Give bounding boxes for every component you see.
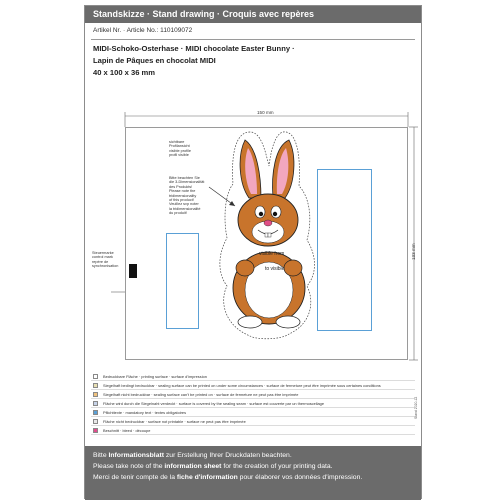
note-arrowhead bbox=[229, 201, 235, 206]
footer-line-en: Please take note of the information sheet for the creation of your printing data. bbox=[93, 463, 333, 470]
legend-text: Siegelhaft nicht bedruckbar · sealing surface can't be printed on · surface de fermeture ne peut pas être imprimée bbox=[103, 392, 299, 397]
left-paw bbox=[236, 260, 254, 276]
revision-code: Stand 2020-12 bbox=[414, 396, 418, 419]
legend-row bbox=[91, 409, 415, 417]
product-name-de-en: MIDI-Schoko-Osterhase · MIDI chocolate Easter Bunny · bbox=[93, 44, 295, 53]
legend-text: Fläche nicht bedruckbar · surface not printable · surface ne peut pas être imprimée bbox=[103, 419, 246, 424]
article-number: Artikel Nr. · Article No.: 110109072 bbox=[93, 27, 193, 34]
legend-swatch bbox=[93, 383, 98, 388]
legend-swatch bbox=[93, 392, 98, 397]
right-eye bbox=[271, 206, 281, 218]
control-mark-note: Steuermarke control mark repère de synchronisation bbox=[92, 251, 119, 269]
legend-row bbox=[91, 391, 415, 399]
left-tooth bbox=[265, 233, 268, 237]
easter-bunny-illustration bbox=[85, 6, 423, 376]
legend-divider bbox=[91, 380, 415, 381]
legend-text: Beschnitt · bleed · découpe bbox=[103, 428, 151, 433]
left-foot bbox=[238, 316, 262, 328]
legend-text: Siegelhaft bedingt bedruckbar · sealing surface can be printed on under some circumstances · surface de fermeture peut être imprimée sous certaines conditions bbox=[103, 383, 381, 388]
legend-text: Bedruckbare Fläche · printing surface · surface d'impression bbox=[103, 374, 207, 379]
legend-row bbox=[91, 400, 415, 408]
left-eye bbox=[255, 206, 265, 218]
legend-divider bbox=[91, 434, 415, 435]
footer-line-fr: Merci de tenir compte de la fiche d'information pour élaborer vos données d'impression. bbox=[93, 474, 363, 481]
legend-divider bbox=[91, 389, 415, 390]
legend-row bbox=[91, 418, 415, 426]
legend-swatch bbox=[93, 428, 98, 433]
height-dimension-label: 133 mm bbox=[411, 243, 416, 260]
legend-divider bbox=[91, 416, 415, 417]
legend-divider bbox=[91, 407, 415, 408]
legend-row bbox=[91, 427, 415, 435]
footer-bar bbox=[85, 446, 421, 500]
legend-row bbox=[91, 373, 415, 381]
right-paw bbox=[284, 260, 302, 276]
legend-swatch bbox=[93, 401, 98, 406]
to-visible-label: to visible bbox=[265, 266, 285, 272]
legend-text: Fläche wird durch die Siegelnaht verdeckt · surface is covered by the sealing seam · surface est couverte par un thermoscellage bbox=[103, 401, 325, 406]
product-dimensions: 40 x 100 x 36 mm bbox=[93, 68, 156, 77]
profile-view-note: sichtbare Profilansicht visible profile profil visible bbox=[169, 140, 191, 158]
legend-row bbox=[91, 382, 415, 390]
legend-swatch bbox=[93, 410, 98, 415]
right-tooth bbox=[268, 233, 271, 237]
right-foot bbox=[276, 316, 300, 328]
tridimensionality-note: Bitte beachten Sie die 3-Dimensionalität des Produkts! Please note the tridimensionality of this product! Veuillez svp noter la tridimensionalité du produit! bbox=[169, 176, 205, 216]
legend-divider bbox=[91, 425, 415, 426]
legend-divider bbox=[91, 398, 415, 399]
legend-swatch bbox=[93, 419, 98, 424]
product-name-fr: Lapin de Pâques en chocolat MIDI bbox=[93, 56, 216, 65]
right-pupil bbox=[273, 212, 277, 216]
legend-swatch bbox=[93, 374, 98, 379]
left-pupil bbox=[259, 212, 263, 216]
header-title: Standskizze · Stand drawing · Croquis avec repères bbox=[93, 9, 315, 19]
stand-drawing-sheet bbox=[84, 5, 422, 499]
legend-text: Pflichttexte · mandatory text · textes obligatoires bbox=[103, 410, 187, 415]
width-dimension-label: 150 mm bbox=[257, 110, 274, 115]
visible-from-label: visible from bbox=[259, 251, 285, 257]
footer-line-de: Bitte Informationsblatt zur Erstellung Ihrer Druckdaten beachten. bbox=[93, 452, 292, 459]
bunny-nose bbox=[264, 220, 272, 226]
